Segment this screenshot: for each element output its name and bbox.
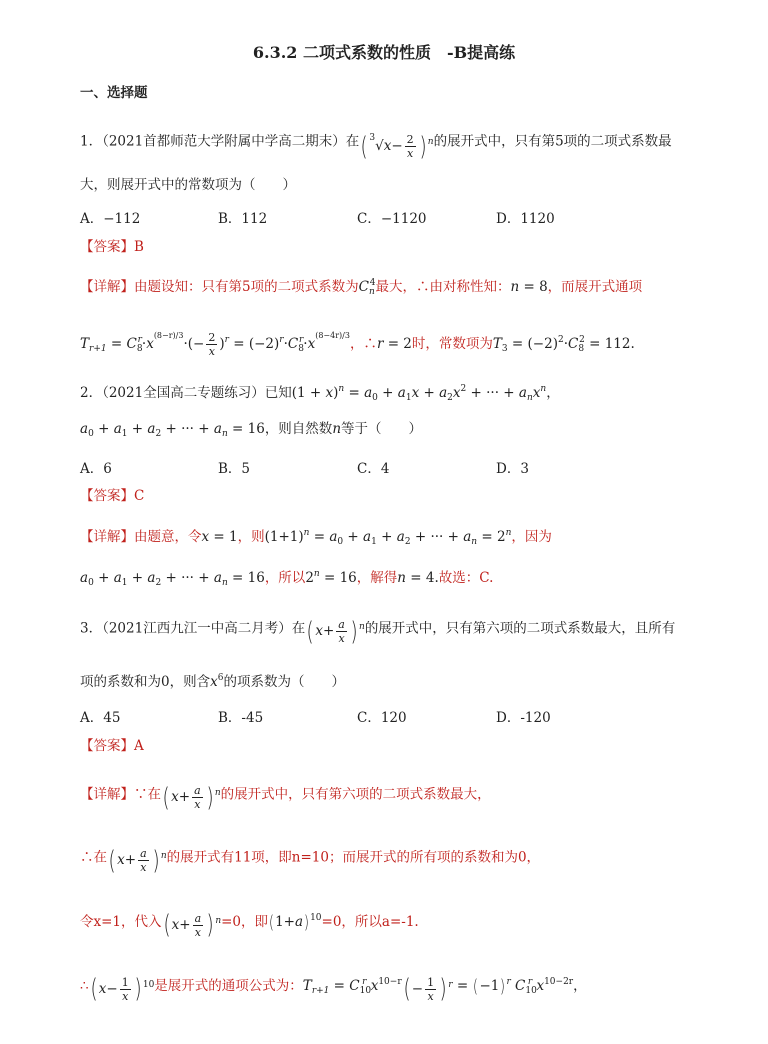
q2-option-d: D．3 <box>496 461 529 477</box>
q1-option-a: A．−112 <box>80 211 141 227</box>
q2-option-a: A．6 <box>80 461 112 477</box>
q1-stem-line1: 1．（2021首都师范大学附属中学高二期末）在( $^3$√x− $\frac{2}{x}$ ) $^n$的展开式中，只有第5项的二项式系数最 <box>80 118 672 158</box>
q2-option-c: C．4 <box>357 461 390 477</box>
q2-stem-line2: $a_0 + a_1 + a_2$ + ··· + $a_n = 16$，则自然数n等于（ ） <box>80 421 423 439</box>
section-heading: 一、选择题 <box>80 85 148 101</box>
q3-stem-line1: 3．（2021江西九江一中高二月考）在( x+ $\frac{a}{x}$ ) $^n$的展开式中，只有第六项的二项式系数最大，且所有 <box>80 607 675 647</box>
q1-expression: ( $^3$√x− $\frac{2}{x}$ ) $^n$ <box>360 131 434 162</box>
q1-detail-line1: 【详解】由题设知：只有第5项的二项式系数为$C_n^4$最大，∴由对称性知：n = 8，而展开式通项 <box>80 278 643 297</box>
q3-expression: ( x+ $\frac{a}{x}$ ) $^n$ <box>306 616 365 647</box>
q1-stem-line2: 大，则展开式中的常数项为（ ） <box>80 177 296 193</box>
q1-option-d: D．1120 <box>496 211 555 227</box>
q2-answer: 【答案】C <box>80 488 145 504</box>
q1-answer: 【答案】B <box>80 239 144 255</box>
q2-option-b: B．5 <box>218 461 251 477</box>
q2-detail-line1: 【详解】由题意，令x = 1，则$(1+1)^n = a_0 + a_1 + a_2$ + ··· + $a_n = 2^n$，因为 <box>80 528 552 547</box>
q3-detail-line1: 【详解】∵在( x+ $\frac{a}{x}$ ) $^n$的展开式中，只有第六项的二项式系数最大， <box>80 782 491 813</box>
q3-answer: 【答案】A <box>80 738 144 754</box>
q1-option-b: B．112 <box>218 211 268 227</box>
q3-option-a: A．45 <box>80 710 121 726</box>
q3-detail-line3: 令x=1，代入( x+ $\frac{a}{x}$ ) $^n$=0，即$(1+a)^{10}=0$，所以a=-1. <box>80 910 419 940</box>
q1-detail-line2: $T_{r+1} = C_8^r\cdot x^{(8-r)/3}\cdot(-$ $\frac{2}{x}$ )$^r = (-2)^r\cdot C_8^r\cdot x^{(8-4r)/3}$，∴r = 2时，常数项为$T_3 = (-2)^2\cdot C_8^2 = 112$. <box>80 331 635 358</box>
q2-stem-line1: 2．（2021全国高二专题练习）已知$(1 + x)^n = a_0 + a_1x + a_2x^2$ + ··· + $a_nx^n$， <box>80 384 560 403</box>
page-title: 6.3.2 二项式系数的性质 -B提高练 <box>252 43 516 62</box>
q3-stem-line2: 项的系数和为0，则含$x^6$的项系数为（ ） <box>80 673 345 690</box>
q2-detail-line2: $a_0 + a_1 + a_2$ + ··· + $a_n = 16$，所以$2^n = 16$，解得n = 4.故选：C. <box>80 569 494 588</box>
q3-option-c: C．120 <box>357 710 407 726</box>
q3-option-b: B．-45 <box>218 710 264 726</box>
q3-detail-line4: ∴( x− $\frac{1}{x}$ ) $^{10}$是展开式的通项公式为：$T_{r+1} = C_{10}^r$ $x^{10-r}$( − $\frac{1}{x}$ ) $^r = (-1)^r$ $C_{10}^r$ $x^{10-2r}$， <box>80 974 587 1004</box>
q1-option-c: C．−1120 <box>357 211 427 227</box>
q3-detail-line2: ∴在( x+ $\frac{a}{x}$ ) $^n$的展开式有11项，即n=10；而展开式的所有项的系数和为0， <box>80 845 541 876</box>
q3-option-d: D．-120 <box>496 710 551 726</box>
